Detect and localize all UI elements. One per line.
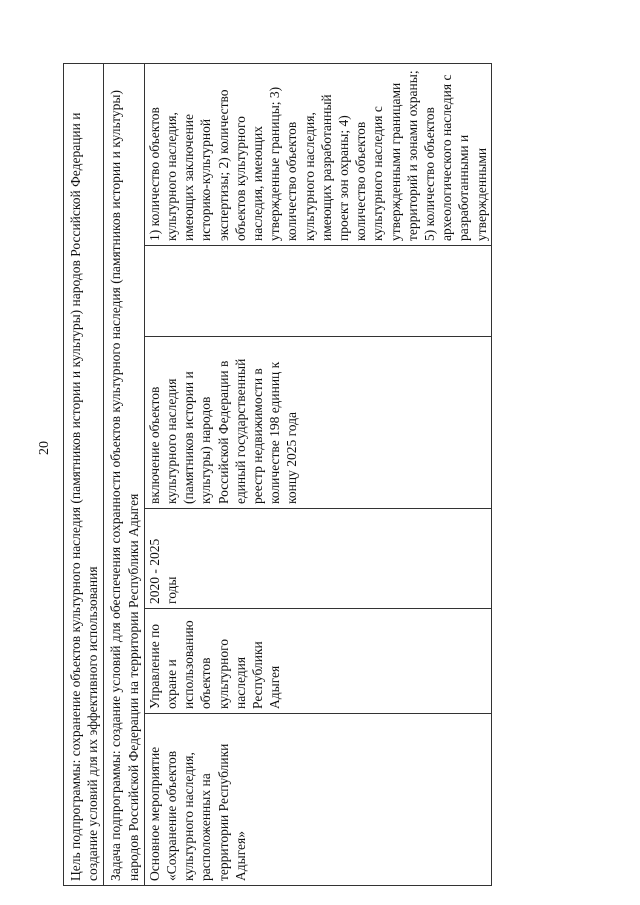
empty-cell: [144, 246, 491, 337]
executor-cell: Управление по охране и использованию объектов культурного наследия Республики Адыгея: [144, 609, 491, 714]
goal-row: [64, 63, 104, 885]
result-cell: включение объектов культурного наследия (памятников истории и культуры) народов Российской Федерации в единый государственный реестр недвижимости в количестве 198 единиц к концу 2025 года: [144, 337, 491, 509]
period-cell: 2020 - 2025 годы: [144, 509, 491, 609]
program-table-rotated: [63, 64, 578, 886]
program-table: [63, 63, 492, 886]
table-row: [144, 63, 491, 885]
indicators-cell: 1) количество объектов культурного наследия, имеющих заключение историко-культурной экспертизы; 2) количество объектов культурного наследия, имеющих утвержденные границы; 3) количество объектов культурного наследия, имеющих разработанный проект зон охраны; 4) количество объектов культурного наследия с утвержденными границами территорий и зонами охраны; 5) количество объектов археологического наследия с разработанными и утвержденными: [144, 63, 491, 245]
page-number: 20: [37, 441, 52, 455]
task-cell: Задача подпрограммы: создание условий для обеспечения сохранности объектов культурного наследия (памятников истории и культуры) народов Российской Федерации на территории Республики Адыгея: [104, 63, 144, 885]
measure-cell: Основное мероприятие «Сохранение объектов культурного наследия, расположенных на территории Республики Адыгея»: [144, 714, 491, 886]
task-row: [104, 63, 144, 885]
goal-cell: Цель подпрограммы: сохранение объектов культурного наследия (памятников истории и культуры) народов Российской Федерации и создание условий для их эффективного использования: [64, 63, 104, 885]
